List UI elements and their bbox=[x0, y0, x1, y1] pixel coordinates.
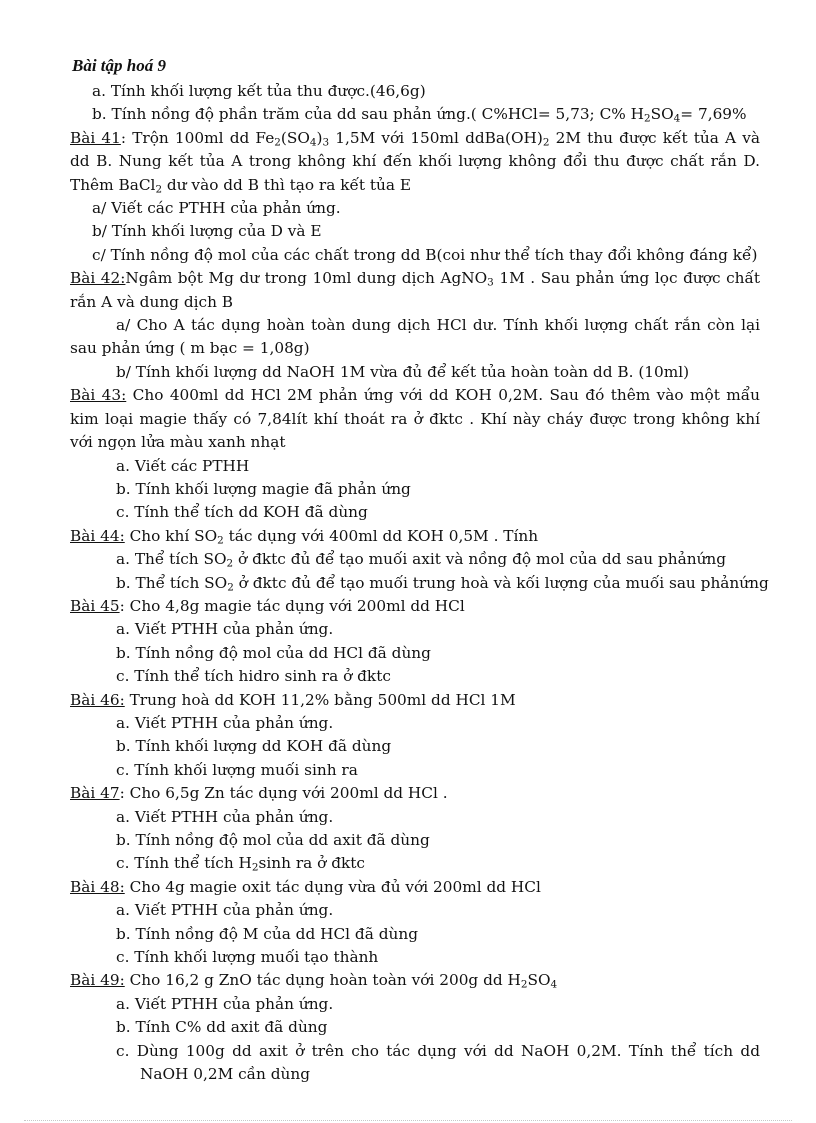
exercise-subitem: b/ Tính khối lượng của D và E bbox=[92, 222, 322, 241]
subscript: 3 bbox=[487, 276, 494, 289]
exercise-paragraph: Bài 47: Cho 6,5g Zn tác dụng với 200ml dd HCl . bbox=[70, 784, 448, 803]
exercise-heading: Bài 43: bbox=[70, 386, 127, 405]
exercise-heading: Bài 41 bbox=[70, 128, 121, 147]
exercise-heading: Bài 42: bbox=[70, 269, 126, 288]
exercise-subitem: b/ Tính khối lượng dd NaOH 1M vừa đủ để kết tủa hoàn toàn dd B. (10ml) bbox=[116, 362, 690, 381]
exercise-subitem: b. Thể tích $SO_2$ ở đktc đủ để tạo muối trung hoà và kối lượng của muối sau phảnứng bbox=[116, 573, 769, 594]
exercise-subitem: c. Tính thể tích hidro sinh ra ở đktc bbox=[116, 667, 391, 686]
exercise-subitem: a. Viết PTHH của phản ứng. bbox=[116, 807, 334, 826]
exercise-heading: Bài 45 bbox=[70, 596, 120, 615]
page-header-title: Bài tập hoá 9 bbox=[72, 56, 166, 75]
exercise-subitem: b. Tính C% dd axit đã dùng bbox=[116, 1018, 328, 1037]
exercise-subitem: c. Tính thể tích $H_2\sinh$ ra ở đktc bbox=[116, 854, 365, 874]
exercise-heading: Bài 48: bbox=[70, 877, 125, 896]
exercise-subitem: c. Tính thể tích dd KOH đã dùng bbox=[116, 503, 368, 522]
subscript: 4 bbox=[550, 979, 558, 992]
subscript: 2 bbox=[644, 113, 651, 125]
exercise-subitem: c/ Tính nồng độ mol của các chất trong dd B(coi như thể tích thay đổi không đáng kể) bbox=[92, 245, 758, 264]
exercise-subitem: a. Viết PTHH của phản ứng. bbox=[116, 994, 334, 1013]
exercise-subitem: a. Thể tích $SO_2$ ở đktc đủ để tạo muối axit và nồng độ mol của dd sau phảnứng bbox=[116, 550, 727, 570]
subscript: 4 bbox=[309, 136, 317, 149]
exercise-subitem: b. Tính nồng độ phần trăm của dd sau phản ứng.( C%HCl= 5,73; C% $H_2SO_4= 7,69\%$ bbox=[92, 105, 747, 125]
exercise-paragraph: Bài 41: Trộn 100ml dd $Fe_2(SO_4)_3$ 1,5M với 150ml $ddBa(OH)_2$ 2M thu được kết tủa A và dd B. Nung kết tủa A trong không khí đến khối lượng không đổi thu được chất rắn D. Thêm BaCl$_2$ dư vào dd B thì tạo ra kết tủa E bbox=[70, 128, 760, 196]
exercise-content bbox=[70, 80, 769, 1086]
exercise-subitem: a. Viết PTHH của phản ứng. bbox=[116, 901, 334, 920]
exercise-subitem: b. Tính nồng độ M của dd HCl đã dùng bbox=[116, 924, 418, 943]
subscript: 2 bbox=[226, 557, 234, 570]
exercise-paragraph: Bài 48: Cho 4g magie oxit tác dụng vừa đủ với 200ml dd HCl bbox=[70, 877, 541, 896]
subscript: 2 bbox=[227, 581, 234, 594]
subscript: 4 bbox=[673, 113, 681, 125]
exercise-subitem: c. Dùng 100g dd axit ở trên cho tác dụng với dd NaOH 0,2M. Tính thể tích dd NaOH 0,2M cần dùng bbox=[116, 1041, 760, 1084]
exercise-heading: Bài 44: bbox=[70, 526, 125, 545]
exercise-heading: Bài 46: bbox=[70, 690, 125, 709]
exercise-subitem: b. Tính nồng độ mol của dd axit đã dùng bbox=[116, 831, 430, 849]
page-footer-divider bbox=[24, 1120, 792, 1121]
exercise-subitem: a/ Cho A tác dụng hoàn toàn dung dịch HCl dư. Tính khối lượng chất rắn còn lại sau phản ứng ( m bạc = 1,08g) bbox=[70, 316, 760, 358]
exercise-subitem: a. Viết PTHH của phản ứng. bbox=[116, 713, 334, 732]
exercise-paragraph: Bài 43: Cho 400ml dd HCl 2M phản ứng với dd KOH 0,2M. Sau đó thêm vào một mẩu kim loại magie thấy có 7,84lít khí thoát ra ở đktc . Khí này cháy được trong không khí với ngọn lửa màu xanh nhạt bbox=[70, 386, 760, 452]
subscript: 2 bbox=[155, 183, 163, 196]
exercise-subitem: a/ Viết các PTHH của phản ứng. bbox=[92, 199, 341, 218]
exercise-subitem: c. Tính khối lượng muối tạo thành bbox=[116, 948, 379, 967]
exercise-paragraph: Bài 42:Ngâm bột Mg dư trong 10ml dung dịch AgNO$_3$ 1M . Sau phản ứng lọc được chất rắn A và dung dịch B bbox=[70, 269, 761, 311]
exercise-paragraph: Bài 44: Cho khí $SO_2$ tác dụng với 400ml dd KOH 0,5M . Tính bbox=[70, 526, 539, 547]
exercise-subitem: a. Tính khối lượng kết tủa thu được.(46,6g) bbox=[92, 82, 426, 100]
exercise-paragraph: Bài 49: Cho 16,2 g ZnO tác dụng hoàn toàn với 200g dd $H_2SO_4$ bbox=[70, 971, 558, 992]
exercise-subitem: a. Viết PTHH của phản ứng. bbox=[116, 620, 334, 639]
exercise-heading: Bài 47 bbox=[70, 784, 120, 803]
subscript: 2 bbox=[251, 862, 259, 874]
subscript: 3 bbox=[322, 136, 330, 149]
exercise-subitem: b. Tính khối lượng dd KOH đã dùng bbox=[116, 737, 392, 756]
subscript: 2 bbox=[217, 534, 224, 547]
exercise-paragraph: Bài 45: Cho 4,8g magie tác dụng với 200ml dd HCl bbox=[70, 596, 465, 615]
exercise-subitem: c. Tính khối lượng muối sinh ra bbox=[116, 760, 358, 779]
subscript: 2 bbox=[274, 136, 281, 149]
exercise-heading: Bài 49: bbox=[70, 971, 125, 990]
exercise-subitem: b. Tính nồng độ mol của dd HCl đã dùng bbox=[116, 643, 431, 662]
subscript: 2 bbox=[542, 136, 550, 149]
exercise-paragraph: Bài 46: Trung hoà dd KOH 11,2% bằng 500ml dd HCl 1M bbox=[70, 690, 516, 709]
exercise-subitem: b. Tính khối lượng magie đã phản ứng bbox=[116, 479, 411, 498]
subscript: 2 bbox=[520, 979, 528, 992]
exercise-subitem: a. Viết các PTHH bbox=[116, 456, 250, 475]
